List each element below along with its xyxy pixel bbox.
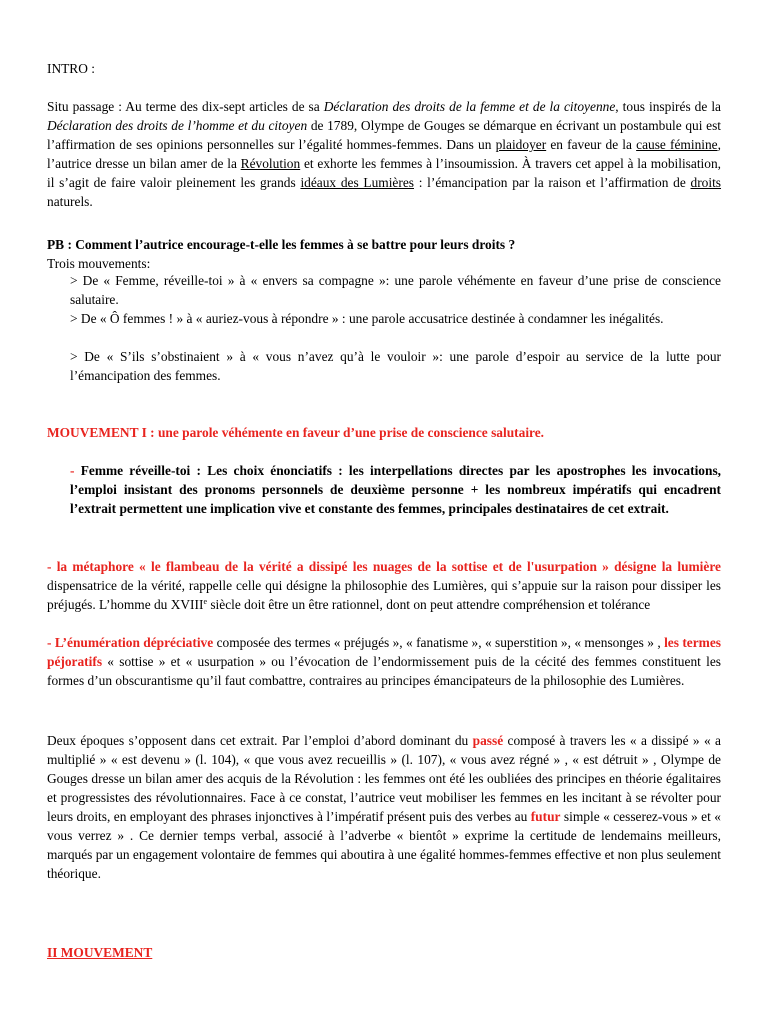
text-run: et exhorte les femmes à l’insoumission. À travers cet appel à la mobilisation, il s’agit de faire valoir pleinement les grands [47, 156, 722, 190]
problematique: PB : Comment l’autrice encourage-t-elle les femmes à se battre pour leurs droits ? [47, 237, 516, 252]
enumeration-paragraph [47, 633, 721, 690]
text-run: Déclaration des droits de la femme et de la citoyenne [323, 99, 616, 114]
text-run: futur [530, 809, 561, 824]
text-run: les termes péjoratifs [47, 635, 721, 669]
text-run: - la métaphore « le flambeau de la vérité a dissipé les nuages de la sottise et de l'usurpation » désigne la lumière [47, 559, 721, 574]
text-run: simple « cesserez-vous » et « vous verrez » . Ce dernier temps verbal, associé à l’adverbe « bientôt » exprime la certitude de lendemains meilleurs, marqués par un engagement volontaire de femmes qui aboutira à une égalité hommes-femmes effective et non plus seulement théorique. [47, 809, 721, 881]
intro-heading: INTRO : [47, 61, 95, 76]
text-run: plaidoyer [495, 137, 547, 152]
text-run: : l’émancipation par la raison et l’affirmation de [414, 175, 691, 190]
mouvements-label: Trois mouvements: [47, 256, 151, 271]
text-run: composé à travers les « a dissipé » « a multiplié » « est devenu » (l. 104), « que vous avez recueillis » (l. 107), « vous avez régné » , « est détruit » , Olympe de Gouges dresse un bilan amer des acquis de la Révolution : les femmes ont été les oubliées des principes en théorie égalitaires et progressistes des révolutionnaires. Face à ce constat, l’autrice veut mobiliser les femmes en les incitant à se révolter pour leurs droits, en employant des phrases injonctives à l’impératif présent puis des verbes au [47, 733, 721, 824]
text-run: idéaux des Lumières [300, 175, 414, 190]
mouvement-list-item-2: > De « Ô femmes ! » à « auriez-vous à répondre » : une parole accusatrice destinée à condamner les inégalités. [70, 311, 664, 326]
text-run: composée des termes « préjugés », « fanatisme », « superstition », « mensonges » , [213, 635, 665, 650]
text-run: e [203, 597, 207, 606]
mouvement-list-item-1: > De « Femme, réveille-toi » à « envers sa compagne »: une parole véhémente en faveur d’une prise de conscience salutaire. [70, 273, 721, 307]
text-run: dispensatrice de la vérité, rappelle celle qui désigne la philosophie des Lumières, qui s’appuie sur la raison pour dissiper les préjugés. L’homme du XVIII [47, 578, 721, 612]
text-run: siècle doit être un être rationnel, dont on peut attendre compréhension et tolérance [207, 597, 651, 612]
text-run: Femme réveille-toi : Les choix énonciatifs : les interpellations directes par les apostrophes les invocations, l’emploi insistant des pronoms personnels de deuxième personne + les nombreux impératifs qui encadrent l’extrait permettent une implication vive et constante des femmes, principales destinataires de cet extrait. [70, 463, 721, 516]
enonciation-paragraph [70, 461, 721, 518]
text-run: passé [472, 733, 504, 748]
epoques-paragraph [47, 731, 721, 883]
text-run: Deux époques s’opposent dans cet extrait. Par l’emploi d’abord dominant du [47, 733, 473, 748]
metaphore-paragraph [47, 557, 721, 614]
mouvement-list-item-3: > De « S’ils s’obstinaient » à « vous n’avez qu’à le vouloir »: une parole d’espoir au service de la lutte pour l’émancipation des femmes. [70, 349, 721, 383]
text-run: en faveur de la [546, 137, 637, 152]
situ-passage-paragraph [47, 97, 721, 211]
text-run: cause féminine [636, 137, 718, 152]
text-run: Déclaration des droits de l’homme et du citoyen [47, 118, 308, 133]
text-run: « sottise » et « usurpation » ou l’évocation de l’endormissement puis de la cécité des femmes constituent les formes d’un obscurantisme qu’il faut combattre, contraires au principes émancipateurs de la philosophie des Lumières. [47, 654, 721, 688]
text-run: Révolution [240, 156, 301, 171]
text-run: Situ passage : Au terme des dix-sept articles de sa [47, 99, 324, 114]
text-run: , tous inspirés de la [615, 99, 721, 114]
text-run: de 1789, Olympe de Gouges se démarque en écrivant un postambule qui est l’affirmation de ses opinions personnelles sur l’égalité hommes-femmes. Dans un [47, 118, 722, 152]
mouvement-2-title: II MOUVEMENT [47, 945, 153, 960]
text-run: droits [690, 175, 722, 190]
mouvement-1-title: MOUVEMENT I : une parole véhémente en faveur d’une prise de conscience salutaire. [47, 425, 545, 440]
text-run: , l’autrice dresse un bilan amer de la [47, 137, 721, 171]
text-run: naturels. [47, 194, 93, 209]
text-run: - L’énumération dépréciative [47, 635, 214, 650]
text-run: - [70, 463, 81, 478]
